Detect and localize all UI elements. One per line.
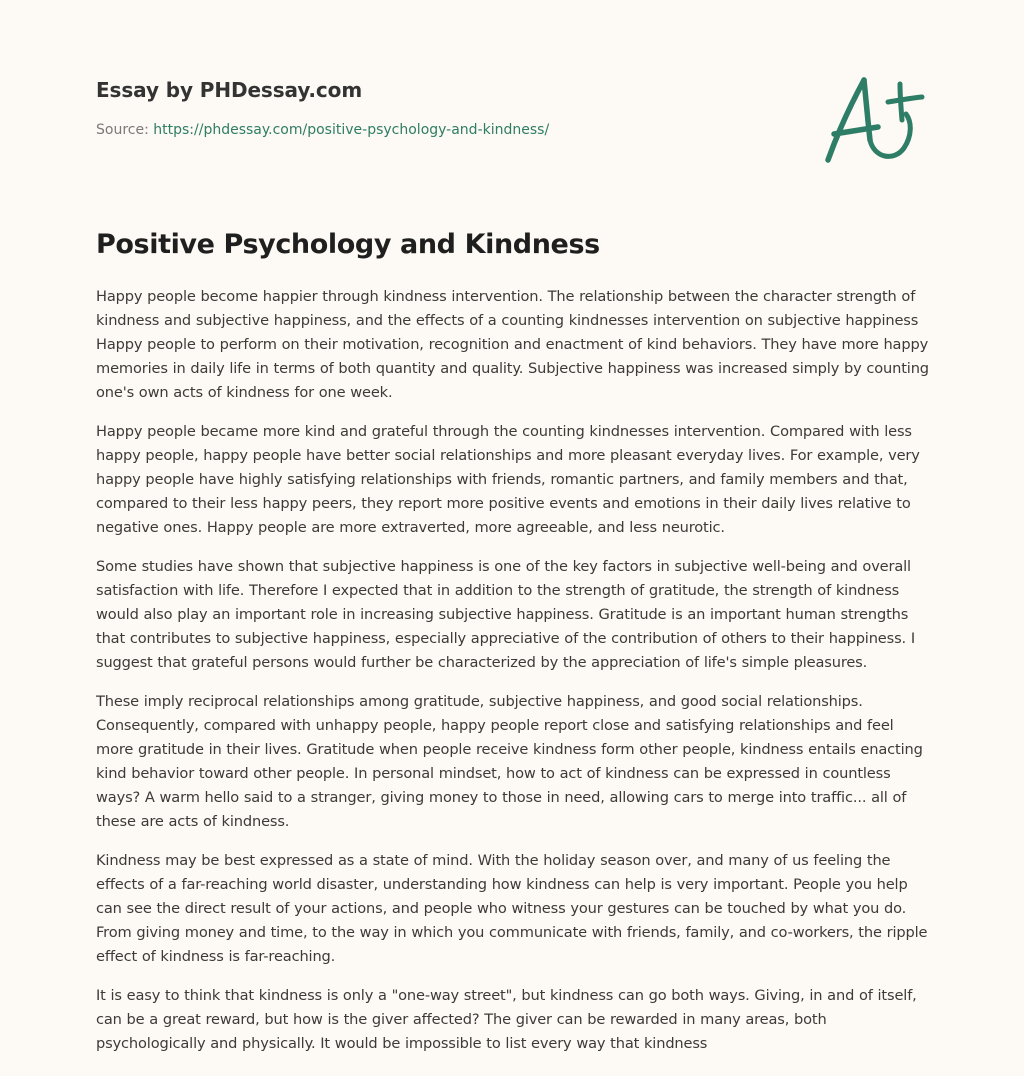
a-plus-grade-icon [820,66,930,166]
source-link[interactable]: https://phdessay.com/positive-psychology-and-kindness/ [153,122,550,138]
article-paragraph: Kindness may be best expressed as a state of mind. With the holiday season over, and many of us feeling the effects of a far-reaching world disaster, understanding how kindness can help is very important. People you help can see the direct result of your actions, and people who witness your gestures can be touched by what you do. From giving money and time, to the way in which you communicate with friends, family, and co-workers, the ripple effect of kindness is far-reaching. [96,852,928,965]
article-paragraph: It is easy to think that kindness is only a "one-way street", but kindness can go both ways. Giving, in and of itself, can be a great reward, but how is the giver affected? The giver can be rewarded in many areas, both psychologically and physically. It would be impossible to list every way that kindness [96,987,917,1052]
article-paragraph: These imply reciprocal relationships among gratitude, subjective happiness, and good social relationships. Consequently, compared with unhappy people, happy people report close and satisfying relationships and feel more gratitude in their lives. Gratitude when people receive kindness form other people, kindness entails enacting kind behavior toward other people. In personal mindset, how to act of kindness can be expressed in countless ways? A warm hello said to a stranger, giving money to those in need, allowing cars to merge into traffic... all of these are acts of kindness. [96,693,923,830]
article-paragraph: Some studies have shown that subjective happiness is one of the key factors in subjective well-being and overall satisfaction with life. Therefore I expected that in addition to the strength of gratitude, the strength of kindness would also play an important role in increasing subjective happiness. Gratitude is an important human strengths that contributes to subjective happiness, especially appreciative of the contribution of others to their happiness. I suggest that grateful persons would further be characterized by the appreciation of life's simple pleasures. [96,558,915,671]
brand-title: Essay by PHDessay.com [96,78,363,102]
article-body [96,285,932,1071]
source-label: Source: [96,122,149,138]
article-paragraph: Happy people become happier through kindness intervention. The relationship between the character strength of kindness and subjective happiness, and the effects of a counting kindnesses intervention on subjective happiness Happy people to perform on their motivation, recognition and enactment of kind behaviors. They have more happy memories in daily life in terms of both quantity and quality. Subjective happiness was increased simply by counting one's own acts of kindness for one week. [96,288,929,401]
source-line [96,120,796,140]
article-title: Positive Psychology and Kindness [96,229,600,260]
page-header [96,76,796,140]
article-paragraph: Happy people became more kind and grateful through the counting kindnesses intervention. Compared with less happy people, happy people have better social relationships and more pleasant everyday lives. For example, very happy people have highly satisfying relationships with friends, romantic partners, and family members and that, compared to their less happy peers, they report more positive events and emotions in their daily lives relative to negative ones. Happy people are more extraverted, more agreeable, and less neurotic. [96,423,920,536]
